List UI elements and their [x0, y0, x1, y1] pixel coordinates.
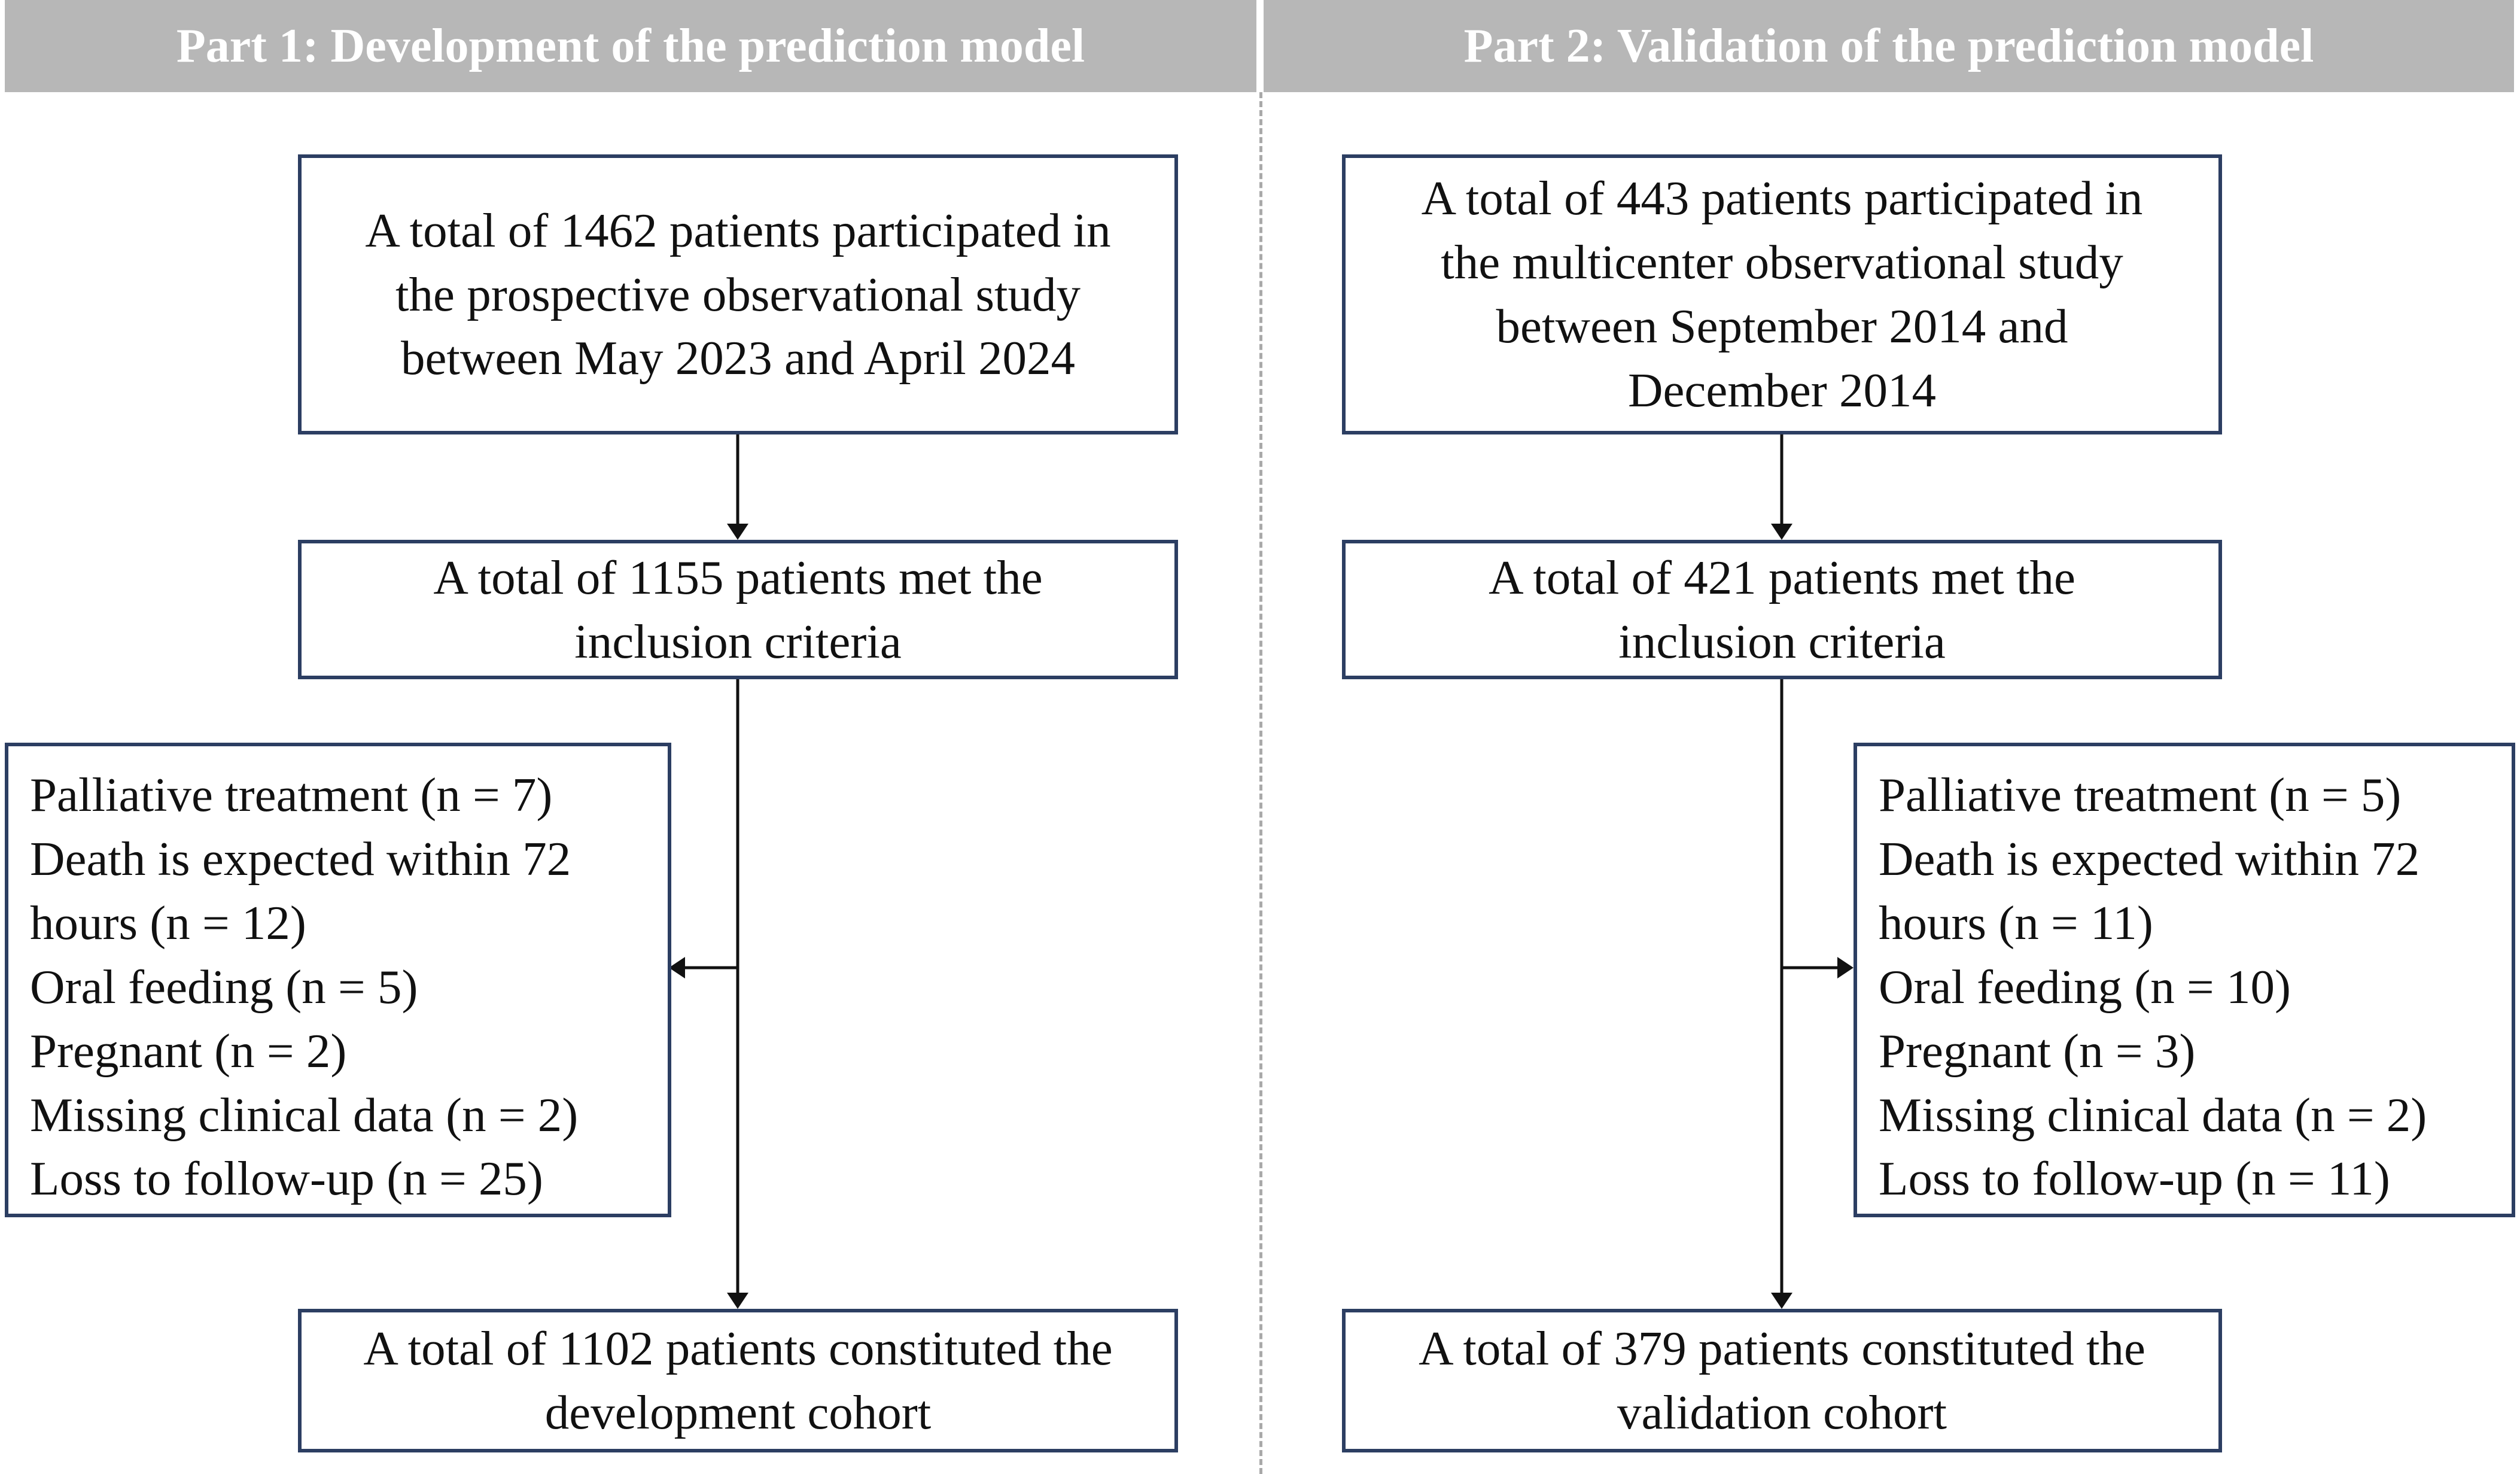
p1-cohort-line-2: development cohort: [544, 1385, 932, 1439]
p2-exclusion-box: [1854, 743, 2515, 1217]
p2-exclusion-item: Palliative treatment (n = 5): [1879, 768, 2402, 822]
p2-enrolled-line-2: the multicenter observational study: [1441, 235, 2123, 290]
p2-exclusion-item: Loss to follow-up (n = 11): [1879, 1151, 2390, 1206]
p2-cohort-line-2: validation cohort: [1617, 1385, 1947, 1439]
p1-cohort-line-1: A total of 1102 patients constituted the: [363, 1321, 1113, 1376]
p1-eligible-line-1: A total of 1155 patients met the: [433, 550, 1043, 604]
p2-enrolled-line-3: between September 2014 and: [1496, 299, 2068, 353]
p1-enrolled-line-1: A total of 1462 patients participated in: [365, 203, 1111, 257]
arrowhead-p1-cohort: [727, 1293, 748, 1309]
p2-cohort-box: [1342, 1309, 2222, 1452]
arrowhead-p1-eligible: [727, 524, 748, 540]
p1-exclusion-box: [5, 743, 671, 1217]
p1-enrolled-line-3: between May 2023 and April 2024: [400, 331, 1076, 385]
p1-exclusion-item: hours (n = 12): [30, 895, 306, 950]
p1-eligible-box: [298, 540, 1178, 679]
p1-enrolled-line-2: the prospective observational study: [395, 267, 1081, 321]
arrowhead-p1-exclusion: [669, 957, 685, 978]
arrowhead-p2-eligible: [1771, 524, 1792, 540]
part1-header: Part 1: Development of the prediction model: [5, 0, 1256, 92]
p1-exclusion-item: Loss to follow-up (n = 25): [30, 1151, 543, 1206]
p2-enrolled-line-1: A total of 443 patients participated in: [1421, 171, 2143, 226]
part2-header: Part 2: Validation of the prediction model: [1264, 0, 2514, 92]
p2-exclusion-item: Missing clinical data (n = 2): [1879, 1087, 2427, 1142]
p2-enrolled-line-4: December 2014: [1627, 363, 1937, 417]
p2-eligible-line-1: A total of 421 patients met the: [1489, 550, 2075, 604]
p2-eligible-box: [1342, 540, 2222, 679]
arrowhead-p2-exclusion: [1837, 957, 1854, 978]
p2-exclusion-item: Death is expected within 72: [1879, 831, 2420, 886]
p2-exclusion-item: Pregnant (n = 3): [1879, 1023, 2196, 1078]
p1-exclusion-item: Oral feeding (n = 5): [30, 959, 418, 1014]
p1-exclusion-item: Missing clinical data (n = 2): [30, 1087, 579, 1142]
p1-eligible-line-2: inclusion criteria: [574, 614, 902, 668]
p2-cohort-line-1: A total of 379 patients constituted the: [1419, 1321, 2145, 1376]
p2-eligible-line-2: inclusion criteria: [1618, 614, 1946, 668]
arrowhead-p2-cohort: [1771, 1293, 1792, 1309]
p2-enrolled-box: [1342, 154, 2222, 434]
p1-exclusion-item: Death is expected within 72: [30, 831, 571, 886]
p2-exclusion-item: Oral feeding (n = 10): [1879, 959, 2291, 1014]
p2-exclusion-item: hours (n = 11): [1879, 895, 2153, 950]
p1-exclusion-item: Pregnant (n = 2): [30, 1023, 347, 1078]
p1-cohort-box: [298, 1309, 1178, 1452]
p1-enrolled-box: [298, 154, 1178, 434]
p1-exclusion-item: Palliative treatment (n = 7): [30, 768, 553, 822]
